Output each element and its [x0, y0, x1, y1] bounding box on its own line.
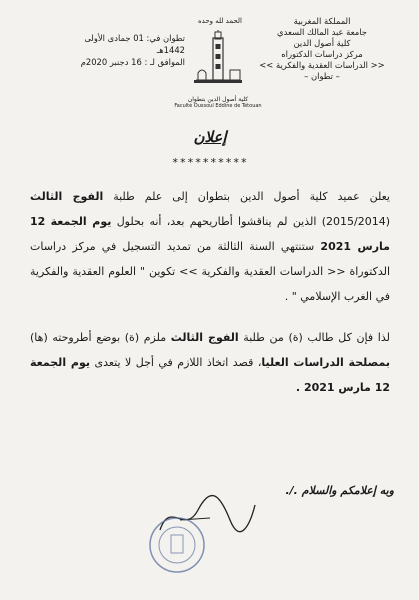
deadline-date: 12 مارس 2021 [30, 215, 390, 253]
p2-text: ، قصد اتخاذ اللازم في أجل لا يتعدى [94, 356, 262, 369]
university-line: جامعة عبد المالك السعدي [277, 27, 367, 37]
final-deadline: يوم الجمعة 12 مارس 2021 . [30, 356, 390, 394]
basmala: الحمد لله وحده [197, 17, 243, 25]
p2-text: أطروحته (ها) [30, 331, 92, 344]
official-stamp [147, 515, 207, 575]
office-name: بمصلحة الدراسات العليا [261, 356, 390, 369]
announcement-title: إعلان [193, 128, 227, 146]
deadline-day: يوم الجمعة [50, 215, 112, 228]
date-block [55, 32, 185, 68]
city-line: – تطوان – [304, 71, 340, 81]
logo-caption-ar: كلية أصول الدين بتطوان [187, 96, 249, 103]
faculty-line: كلية أصول الدين [293, 38, 351, 48]
program-line: << الدراسات العقدية والفكرية >> [259, 60, 385, 70]
p2-text: ملزم (ة) بوضع [96, 331, 171, 344]
cohort-label: الفوج الثالث [170, 331, 239, 344]
cohort-label: الفوج الثالث [30, 190, 104, 203]
p1-text: يعلن عميد كلية أصول الدين بتطوان إلى علم طلبة [103, 190, 390, 203]
paragraph-2 [30, 325, 390, 400]
p1-text: دراسات الدكتوراة << الدراسات العقدية والفكرية >> تكوين " العلوم العقدية [30, 240, 391, 278]
p1-text: ستنتهي السنة الثالثة من تمديد التسجيل في مركز [72, 240, 321, 253]
p1-text: والفكرية في الغرب الإسلامي " . [30, 265, 390, 303]
closing-line: وبه إعلامكم والسلام ./. [285, 484, 394, 497]
date-hijri: تطوان في: 01 جمادى الأولى 1442هـ [84, 33, 185, 55]
logo-caption-fr: Faculté Oussoul Eddine de Tétouan [174, 103, 262, 109]
institution-header [247, 16, 397, 82]
kingdom-line: المملكة المغربية [293, 16, 351, 26]
p2-text: لذا فإن كل طالب (ة) من طلبة [238, 331, 390, 344]
center-line: مركز دراسات الدكتوراه [281, 49, 363, 59]
date-gregorian: الموافق لـ : 16 دجنبر 2020م [80, 57, 185, 67]
title-separator: ********** [171, 156, 249, 169]
paragraph-1 [30, 184, 390, 309]
p1-text: (2015/2014) الذين لم يناقشوا أطاريحهم بعد، أنه بحلول [111, 215, 391, 228]
faculty-logo [188, 30, 248, 102]
announcement-body [30, 184, 390, 400]
logo-caption [174, 96, 262, 110]
